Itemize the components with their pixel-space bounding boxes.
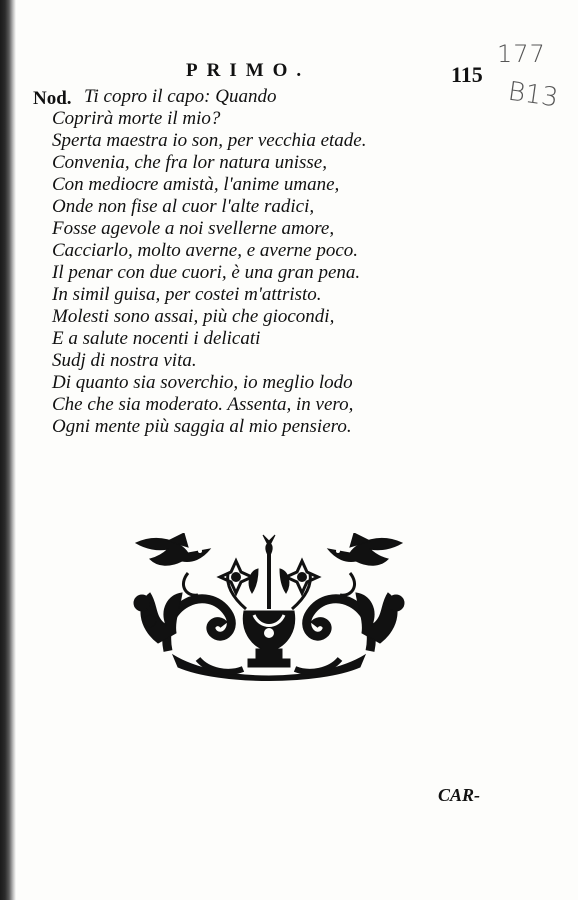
verse-line: Convenia, che fra lor natura unisse, xyxy=(52,152,327,173)
verse-line: Che che sia moderato. Assenta, in vero, xyxy=(52,394,354,415)
verse-line: In simil guisa, per costei m'attristo. xyxy=(52,284,322,305)
verse-line: Di quanto sia soverchio, io meglio lodo xyxy=(52,372,353,393)
verse-line: Con mediocre amistà, l'anime umane, xyxy=(52,174,340,195)
handwritten-mark: B13 xyxy=(506,76,560,114)
page-spine-shadow xyxy=(0,0,16,900)
running-head: PRIMO. xyxy=(186,60,311,81)
speaker-label: Nod. xyxy=(33,88,72,109)
verse-line: Ti copro il capo: Quando xyxy=(84,86,277,107)
handwritten-mark: 177 xyxy=(497,40,546,68)
verse-line: Molesti sono assai, più che giocondi, xyxy=(52,306,335,327)
verse-line: Coprirà morte il mio? xyxy=(52,108,221,129)
verse-line: E a salute nocenti i delicati xyxy=(52,328,261,349)
floral-vase-with-birds-ornament-icon xyxy=(128,533,410,683)
verse-line: Il penar con due cuori, è una gran pena. xyxy=(52,262,361,283)
verse-line: Sudj di nostra vita. xyxy=(52,350,197,371)
verse-line: Cacciarlo, molto averne, e averne poco. xyxy=(52,240,359,261)
page-number: 115 xyxy=(451,62,483,87)
verse-line: Fosse agevole a noi svellerne amore, xyxy=(52,218,335,239)
catchword: CAR- xyxy=(438,785,481,805)
verse-line: Ogni mente più saggia al mio pensiero. xyxy=(52,416,352,437)
verse-line: Onde non fise al cuor l'alte radici, xyxy=(52,196,315,217)
verse-line: Sperta maestra io son, per vecchia etade. xyxy=(52,130,367,151)
